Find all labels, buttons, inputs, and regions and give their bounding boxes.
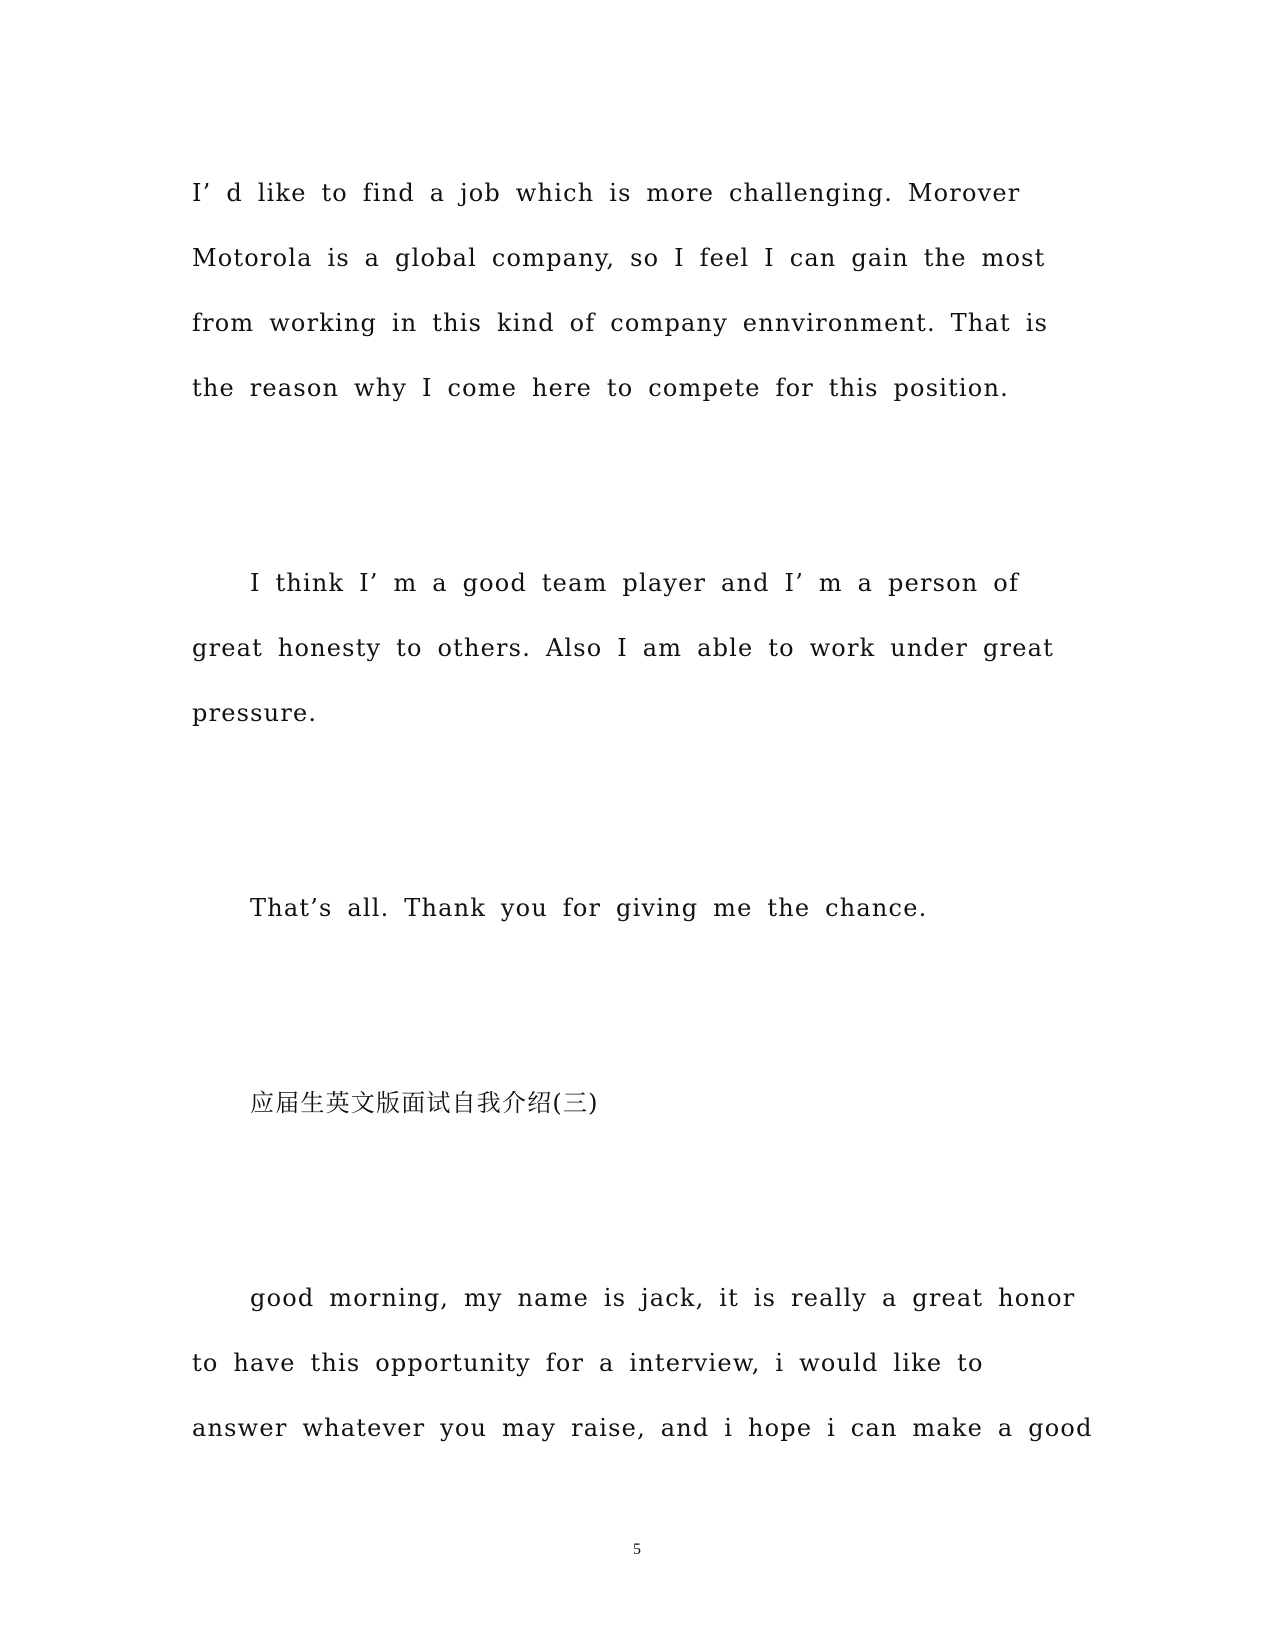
- paragraph-5-line-2: to have this opportunity for a interview, i would like to: [192, 1349, 984, 1377]
- paragraph-3-line-1: That’s all. Thank you for giving me the chance.: [250, 894, 928, 922]
- paragraph-5-line-3: answer whatever you may raise, and i hope i can make a good: [192, 1414, 1093, 1442]
- paragraph-1-line-4: the reason why I come here to compete for this position.: [192, 374, 1009, 402]
- section-heading: 应届生英文版面试自我介绍(三): [250, 1089, 599, 1117]
- paragraph-2-line-3: pressure.: [192, 699, 318, 727]
- paragraph-1-line-3: from working in this kind of company ennvironment. That is: [192, 309, 1049, 337]
- paragraph-2-line-2: great honesty to others. Also I am able to work under great: [192, 634, 1054, 662]
- page-number: 5: [633, 1541, 641, 1558]
- paragraph-5-line-1: good morning, my name is jack, it is really a great honor: [250, 1284, 1076, 1312]
- paragraph-1-line-1: I’ d like to find a job which is more challenging. Morover: [192, 179, 1021, 207]
- paragraph-1-line-2: Motorola is a global company, so I feel I can gain the most: [192, 244, 1046, 272]
- paragraph-2-line-1: I think I’ m a good team player and I’ m a person of: [250, 569, 1020, 597]
